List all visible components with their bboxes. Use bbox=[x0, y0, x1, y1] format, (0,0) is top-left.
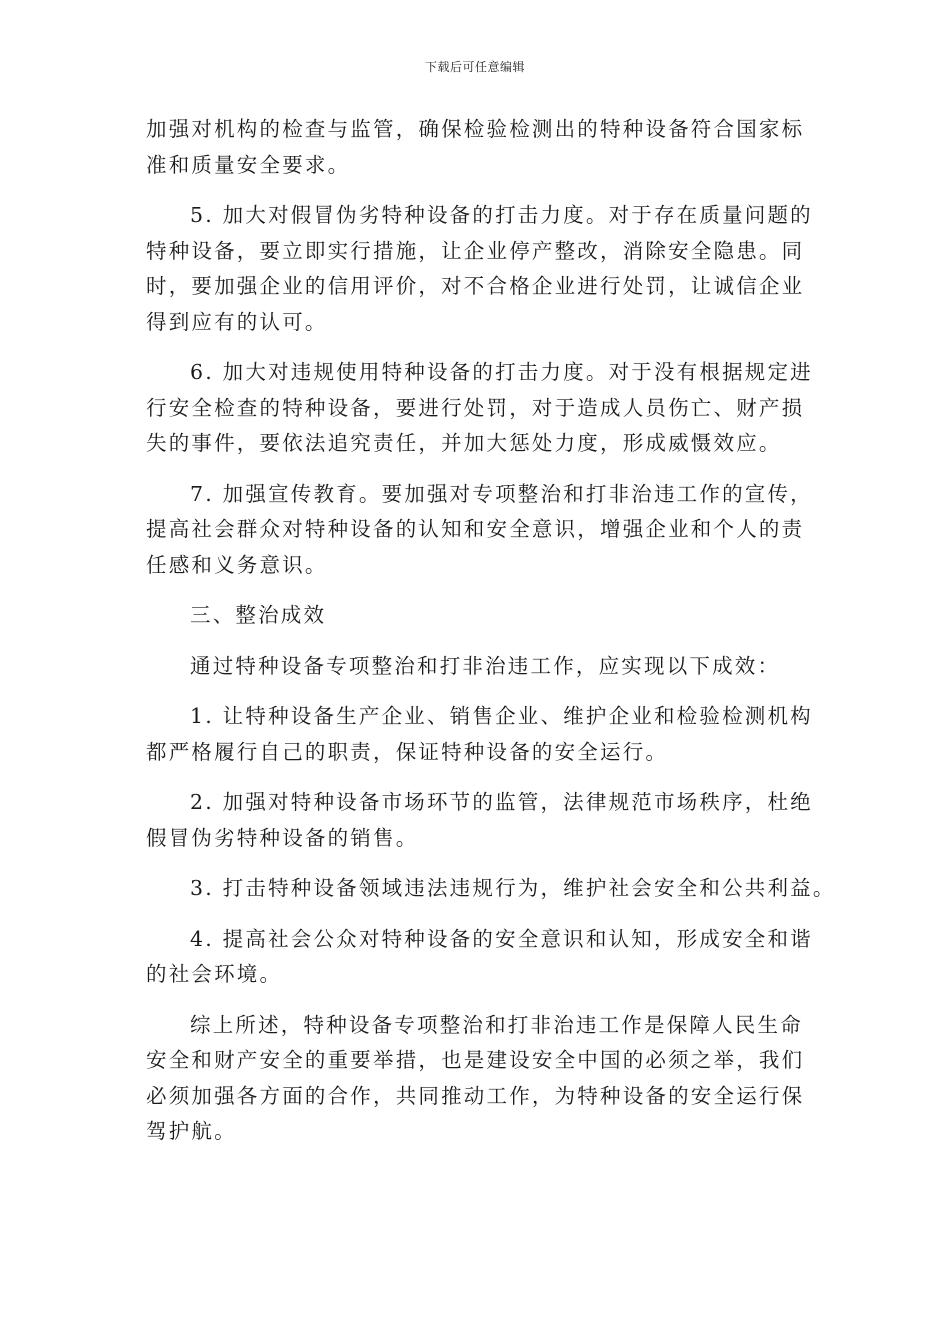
paragraph-results-intro bbox=[146, 649, 811, 685]
text-line: 5. 加大对假冒伪劣特种设备的打击力度。对于存在质量问题的 bbox=[190, 203, 813, 227]
page-header: 下载后可任意编辑 bbox=[424, 60, 525, 74]
paragraph-conclusion bbox=[146, 1008, 811, 1150]
paragraph-result-3 bbox=[146, 871, 836, 907]
text-line: 综上所述，特种设备专项整治和打非治违工作是保障人民生命 bbox=[190, 1012, 803, 1037]
text-line: 通过特种设备专项整治和打非治违工作，应实现以下成效： bbox=[190, 653, 781, 678]
paragraph-item-5 bbox=[146, 198, 811, 340]
text-line: 加强对机构的检查与监管，确保检验检测出的特种设备符合国家标 bbox=[146, 117, 805, 141]
text-line: 假冒伪劣特种设备的销售。 bbox=[146, 825, 419, 850]
text-line: 安全和财产安全的重要举措，也是建设安全中国的必须之举，我们 bbox=[146, 1048, 805, 1072]
text-line: 任感和义务意识。 bbox=[146, 552, 328, 577]
text-line: 行安全检查的特种设备，要进行处罚，对于造成人员伤亡、财产损 bbox=[146, 395, 805, 420]
section-heading-results bbox=[146, 598, 811, 634]
text-line: 4. 提高社会公众对特种设备的安全意识和认知，形成安全和谐 bbox=[190, 926, 813, 951]
paragraph-item-6 bbox=[146, 355, 811, 462]
text-line: 时，要加强企业的信用评价，对不合格企业进行处罚，让诚信企业 bbox=[146, 274, 805, 298]
text-line: 提高社会群众对特种设备的认知和安全意识，增强企业和个人的责 bbox=[146, 517, 805, 541]
text-line: 必须加强各方面的合作，共同推动工作，为特种设备的安全运行保 bbox=[146, 1083, 805, 1108]
text-line: 驾护航。 bbox=[146, 1119, 237, 1143]
paragraph-item-7 bbox=[146, 477, 811, 584]
text-line: 7. 加强宣传教育。要加强对专项整治和打非治违工作的宣传， bbox=[190, 481, 813, 506]
text-line: 得到应有的认可。 bbox=[146, 309, 328, 334]
text-line: 准和质量安全要求。 bbox=[146, 152, 351, 177]
text-line: 都严格履行自己的职责，保证特种设备的安全运行。 bbox=[146, 739, 669, 764]
text-line: 三、整治成效 bbox=[190, 603, 327, 627]
paragraph-result-1 bbox=[146, 699, 811, 770]
document-body bbox=[146, 112, 836, 1165]
paragraph-result-2 bbox=[146, 785, 811, 856]
paragraph-continued-inspection bbox=[146, 112, 811, 183]
text-line: 的社会环境。 bbox=[146, 962, 283, 986]
text-line: 6. 加大对违规使用特种设备的打击力度。对于没有根据规定进 bbox=[190, 360, 813, 384]
text-line: 1. 让特种设备生产企业、销售企业、维护企业和检验检测机构 bbox=[190, 704, 813, 728]
text-line: 3. 打击特种设备领域违法违规行为，维护社会安全和公共利益。 bbox=[190, 876, 836, 900]
text-line: 特种设备，要立即实行措施，让企业停产整改，消除安全隐患。同 bbox=[146, 238, 805, 263]
text-line: 失的事件，要依法追究责任，并加大惩处力度，形成威慑效应。 bbox=[146, 431, 782, 455]
paragraph-result-4 bbox=[146, 922, 811, 993]
text-line: 2. 加强对特种设备市场环节的监管，法律规范市场秩序，杜绝 bbox=[190, 790, 813, 814]
